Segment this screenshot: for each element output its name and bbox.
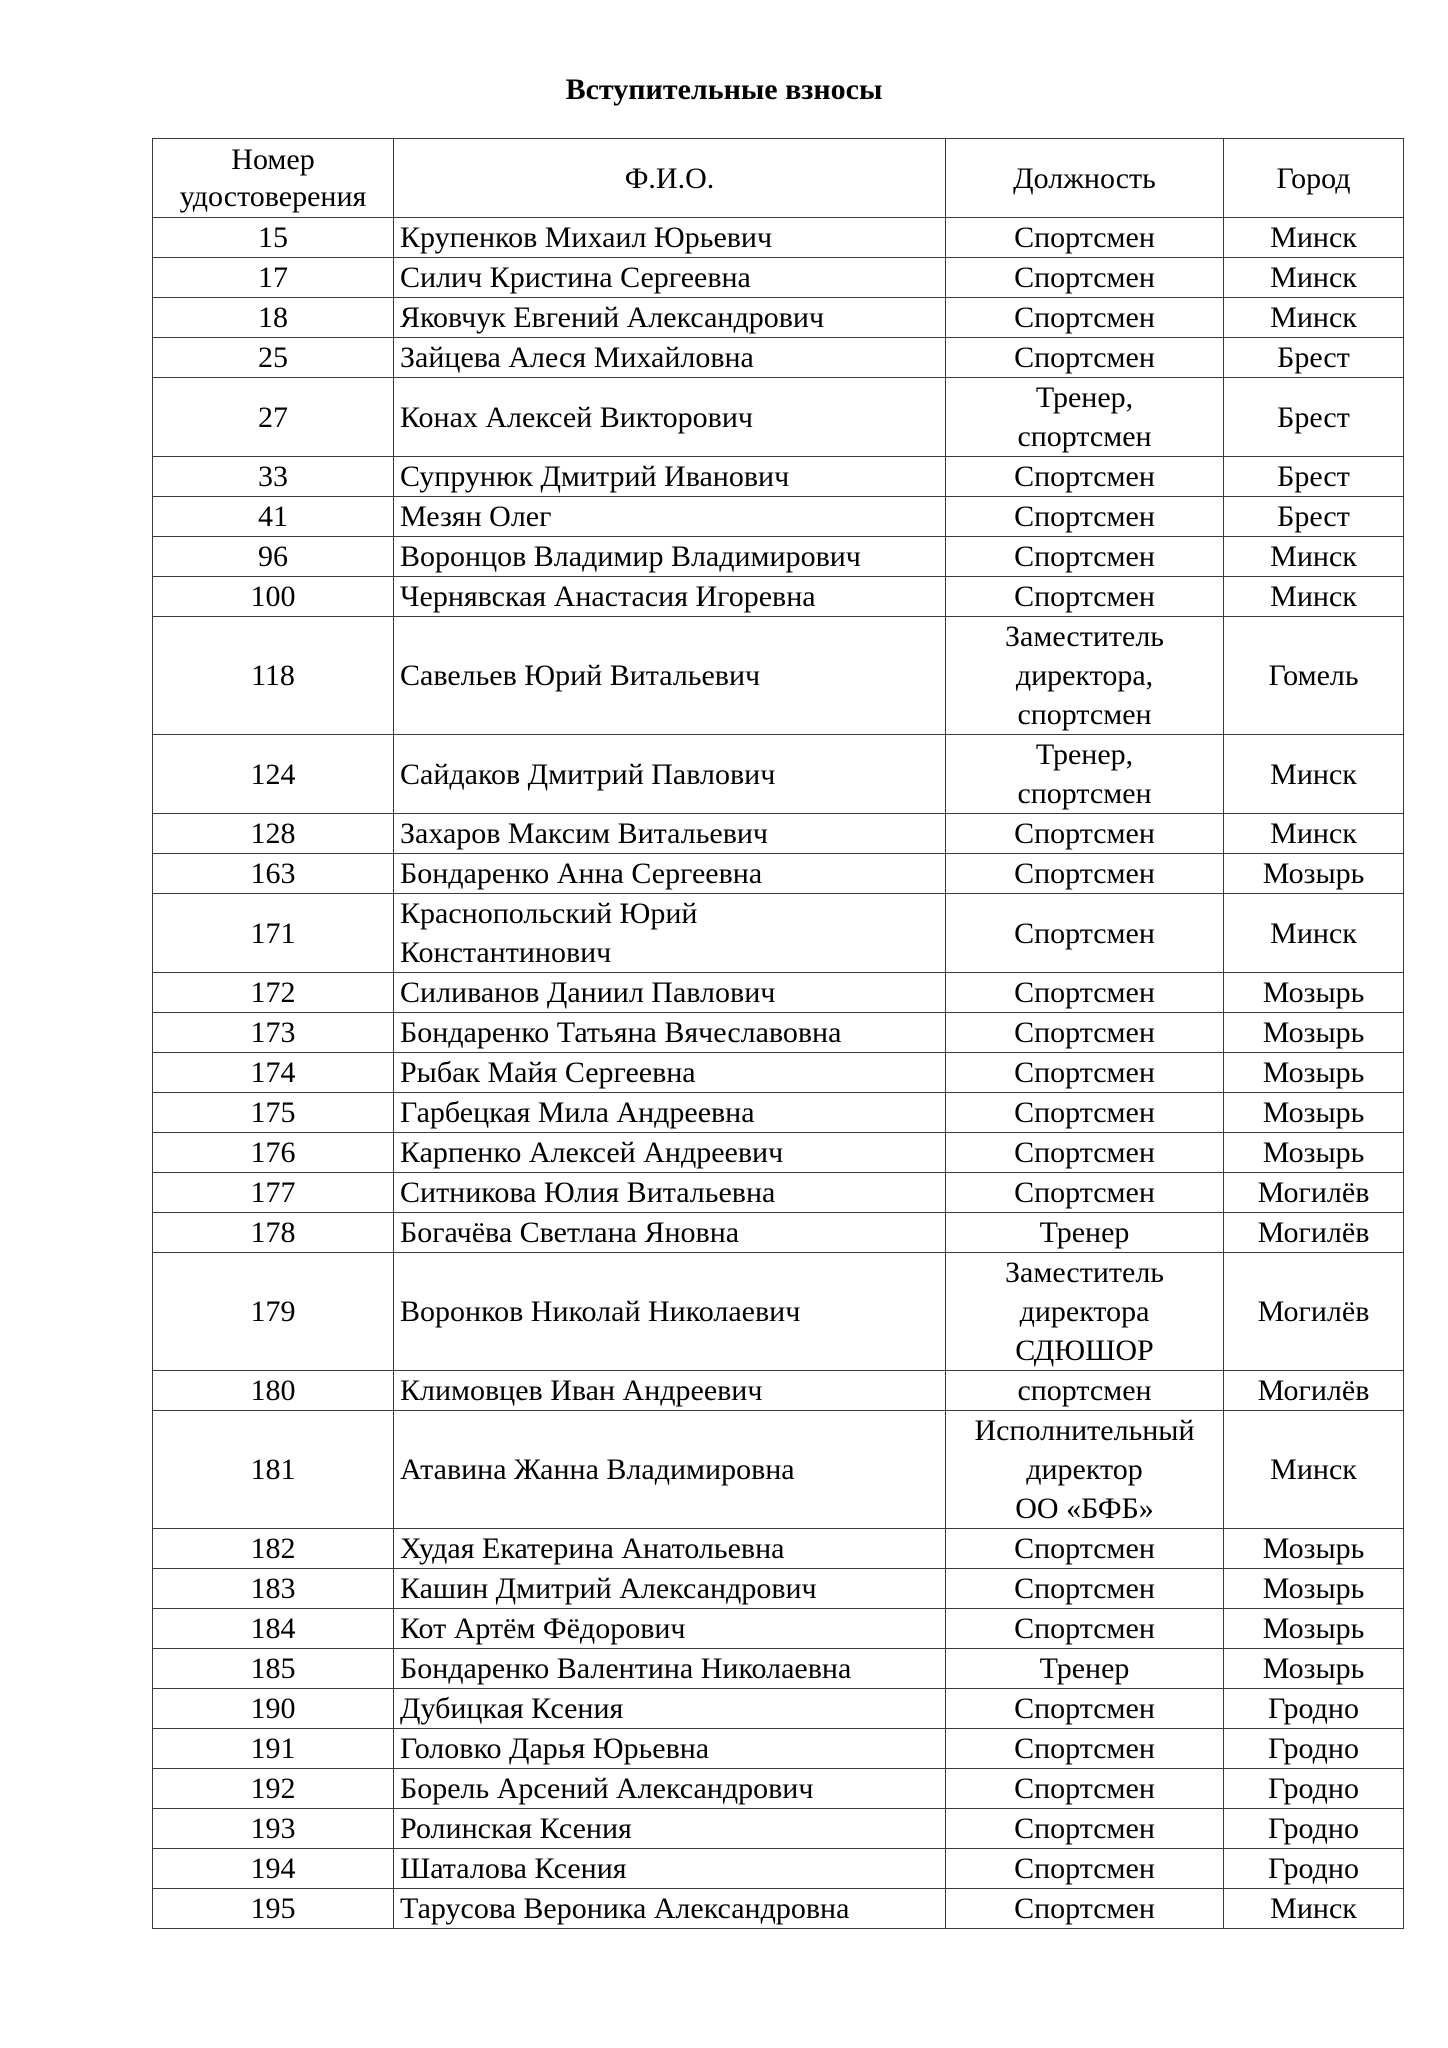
table-row	[153, 1609, 1404, 1649]
cell-city: Гродно	[1224, 1769, 1404, 1809]
cell-city: Мозырь	[1224, 973, 1404, 1013]
cell-name-line: Ролинская Ксения	[400, 1812, 632, 1845]
cell-city: Гродно	[1224, 1849, 1404, 1889]
cell-number: 118	[153, 617, 394, 735]
cell-position	[946, 1213, 1224, 1253]
cell-position	[946, 1729, 1224, 1769]
cell-position-line: Спортсмен	[1014, 1056, 1155, 1089]
cell-name	[394, 218, 946, 258]
cell-number: 33	[153, 457, 394, 497]
fees-table	[152, 138, 1404, 1929]
cell-number: 41	[153, 497, 394, 537]
cell-name	[394, 1173, 946, 1213]
cell-name	[394, 298, 946, 338]
cell-position-line: Спортсмен	[1014, 301, 1155, 334]
cell-position-line: ОО «БФБ»	[1015, 1492, 1154, 1525]
cell-city: Брест	[1224, 457, 1404, 497]
table-row	[153, 1809, 1404, 1849]
cell-position-line: директор	[1026, 1453, 1143, 1486]
cell-name-line: Силич Кристина Сергеевна	[400, 261, 751, 294]
table-row	[153, 1213, 1404, 1253]
cell-position-line: Спортсмен	[1014, 1732, 1155, 1765]
cell-number: 177	[153, 1173, 394, 1213]
table-row	[153, 1133, 1404, 1173]
cell-name	[394, 1133, 946, 1173]
cell-city: Минск	[1224, 218, 1404, 258]
cell-number: 174	[153, 1053, 394, 1093]
cell-number: 194	[153, 1849, 394, 1889]
cell-position	[946, 378, 1224, 457]
cell-position	[946, 735, 1224, 814]
cell-city: Могилёв	[1224, 1213, 1404, 1253]
cell-city: Минск	[1224, 735, 1404, 814]
cell-number: 191	[153, 1729, 394, 1769]
cell-number: 178	[153, 1213, 394, 1253]
cell-name-line: Тарусова Вероника Александровна	[400, 1892, 850, 1925]
cell-position-line: Тренер	[1039, 1652, 1130, 1685]
cell-position	[946, 577, 1224, 617]
cell-position	[946, 1093, 1224, 1133]
table-row	[153, 1729, 1404, 1769]
cell-position-line: Спортсмен	[1014, 1016, 1155, 1049]
cell-name-line: Худая Екатерина Анатольевна	[400, 1532, 785, 1565]
cell-name	[394, 1769, 946, 1809]
cell-position-line: Тренер,	[1035, 738, 1134, 771]
cell-city: Могилёв	[1224, 1371, 1404, 1411]
cell-position-line: Спортсмен	[1014, 857, 1155, 890]
cell-number: 180	[153, 1371, 394, 1411]
cell-name	[394, 577, 946, 617]
cell-city: Минск	[1224, 258, 1404, 298]
header-number	[153, 139, 394, 218]
cell-name	[394, 1093, 946, 1133]
cell-name	[394, 1689, 946, 1729]
cell-name	[394, 1529, 946, 1569]
cell-name	[394, 457, 946, 497]
cell-name	[394, 537, 946, 577]
cell-position	[946, 1173, 1224, 1213]
cell-name	[394, 1213, 946, 1253]
cell-name-line: Атавина Жанна Владимировна	[400, 1453, 795, 1486]
cell-number: 192	[153, 1769, 394, 1809]
cell-city: Мозырь	[1224, 854, 1404, 894]
header-name: Ф.И.О.	[394, 139, 946, 218]
table-row	[153, 1529, 1404, 1569]
table-row	[153, 1013, 1404, 1053]
table-row	[153, 1093, 1404, 1133]
cell-position-line: Спортсмен	[1014, 1852, 1155, 1885]
cell-position-line: директора,	[1015, 659, 1154, 692]
cell-position	[946, 854, 1224, 894]
cell-name-line: Мезян Олег	[400, 500, 552, 533]
cell-number: 124	[153, 735, 394, 814]
cell-name-line: Савельев Юрий Витальевич	[400, 659, 761, 692]
table-row	[153, 1649, 1404, 1689]
table-row	[153, 854, 1404, 894]
cell-city: Гродно	[1224, 1689, 1404, 1729]
cell-position-line: Тренер	[1039, 1216, 1130, 1249]
cell-name-line: Кот Артём Фёдорович	[400, 1612, 686, 1645]
cell-name-line: Шаталова Ксения	[400, 1852, 627, 1885]
cell-city: Гомель	[1224, 617, 1404, 735]
cell-name	[394, 1053, 946, 1093]
cell-position-line: Спортсмен	[1014, 1176, 1155, 1209]
cell-name-line: Чернявская Анастасия Игоревна	[400, 580, 816, 613]
cell-number: 185	[153, 1649, 394, 1689]
cell-name-line: Богачёва Светлана Яновна	[400, 1216, 740, 1249]
cell-number: 128	[153, 814, 394, 854]
cell-name-line: Рыбак Майя Сергеевна	[400, 1056, 696, 1089]
table-row	[153, 577, 1404, 617]
cell-position	[946, 1013, 1224, 1053]
table-row	[153, 537, 1404, 577]
header-number-line1: Номер	[231, 143, 315, 176]
cell-city: Могилёв	[1224, 1253, 1404, 1371]
cell-position	[946, 338, 1224, 378]
cell-city: Минск	[1224, 577, 1404, 617]
cell-city: Мозырь	[1224, 1053, 1404, 1093]
page-title: Вступительные взносы	[565, 73, 883, 106]
cell-position-line: Спортсмен	[1014, 1812, 1155, 1845]
cell-position-line: Спортсмен	[1014, 540, 1155, 573]
table-row	[153, 1253, 1404, 1371]
cell-position	[946, 1809, 1224, 1849]
cell-city: Могилёв	[1224, 1173, 1404, 1213]
cell-position	[946, 1769, 1224, 1809]
table-row	[153, 894, 1404, 973]
cell-position-line: спортсмен	[1017, 420, 1152, 453]
cell-position-line: Спортсмен	[1014, 1136, 1155, 1169]
cell-name-line: Гарбецкая Мила Андреевна	[400, 1096, 755, 1129]
cell-number: 176	[153, 1133, 394, 1173]
cell-city: Минск	[1224, 298, 1404, 338]
cell-number: 27	[153, 378, 394, 457]
cell-name-line: Конах Алексей Викторович	[400, 400, 753, 434]
cell-position-line: спортсмен	[1017, 1374, 1152, 1407]
table-row	[153, 973, 1404, 1013]
header-number-line2: удостоверения	[179, 180, 367, 213]
cell-position	[946, 1569, 1224, 1609]
cell-number: 193	[153, 1809, 394, 1849]
table-row	[153, 1173, 1404, 1213]
table-row	[153, 1889, 1404, 1929]
table-row	[153, 218, 1404, 258]
cell-name-line: Карпенко Алексей Андреевич	[400, 1136, 784, 1169]
cell-name	[394, 378, 946, 457]
cell-position-line: спортсмен	[1017, 698, 1152, 731]
cell-name-line: Воронков Николай Николаевич	[400, 1295, 801, 1328]
cell-name	[394, 814, 946, 854]
cell-name-line: Бондаренко Анна Сергеевна	[400, 857, 763, 890]
cell-name-line: Бондаренко Татьяна Вячеславовна	[400, 1016, 842, 1049]
cell-position	[946, 1529, 1224, 1569]
cell-position	[946, 298, 1224, 338]
cell-position-line: Спортсмен	[1014, 817, 1155, 850]
cell-position-line: Спортсмен	[1014, 1572, 1155, 1605]
cell-city: Минск	[1224, 814, 1404, 854]
cell-position	[946, 537, 1224, 577]
cell-name-line: Ситникова Юлия Витальевна	[400, 1176, 776, 1209]
cell-position	[946, 894, 1224, 973]
cell-name	[394, 1411, 946, 1529]
cell-number: 172	[153, 973, 394, 1013]
cell-position	[946, 497, 1224, 537]
cell-name-line: Борель Арсений Александрович	[400, 1772, 814, 1805]
table-row	[153, 1371, 1404, 1411]
cell-number: 195	[153, 1889, 394, 1929]
cell-city: Гродно	[1224, 1809, 1404, 1849]
cell-name-line: Супрунюк Дмитрий Иванович	[400, 460, 790, 493]
cell-city: Мозырь	[1224, 1013, 1404, 1053]
cell-position	[946, 1133, 1224, 1173]
table-row	[153, 258, 1404, 298]
cell-name	[394, 338, 946, 378]
cell-name	[394, 1569, 946, 1609]
cell-position	[946, 1253, 1224, 1371]
cell-city: Минск	[1224, 537, 1404, 577]
cell-city: Минск	[1224, 1411, 1404, 1529]
cell-number: 18	[153, 298, 394, 338]
cell-name	[394, 1889, 946, 1929]
cell-number: 25	[153, 338, 394, 378]
cell-position	[946, 1849, 1224, 1889]
cell-name-line: Захаров Максим Витальевич	[400, 817, 768, 850]
table-row	[153, 1053, 1404, 1093]
table-row	[153, 735, 1404, 814]
table-row	[153, 1849, 1404, 1889]
table-row	[153, 1769, 1404, 1809]
cell-city: Мозырь	[1224, 1569, 1404, 1609]
cell-position	[946, 1053, 1224, 1093]
cell-position	[946, 1889, 1224, 1929]
cell-city: Минск	[1224, 894, 1404, 973]
cell-number: 181	[153, 1411, 394, 1529]
cell-position-line: Спортсмен	[1014, 1892, 1155, 1925]
header-position: Должность	[946, 139, 1224, 218]
cell-position	[946, 973, 1224, 1013]
cell-number: 182	[153, 1529, 394, 1569]
cell-number: 173	[153, 1013, 394, 1053]
cell-city: Мозырь	[1224, 1529, 1404, 1569]
cell-position-line: Спортсмен	[1014, 1612, 1155, 1645]
cell-name	[394, 735, 946, 814]
cell-name-line: Зайцева Алеся Михайловна	[400, 341, 754, 374]
cell-city: Мозырь	[1224, 1649, 1404, 1689]
cell-name	[394, 1013, 946, 1053]
cell-name	[394, 894, 946, 973]
cell-number: 184	[153, 1609, 394, 1649]
cell-position-line: Спортсмен	[1014, 916, 1155, 950]
cell-position-line: СДЮШОР	[1015, 1334, 1154, 1367]
table-row	[153, 457, 1404, 497]
cell-number: 96	[153, 537, 394, 577]
cell-name	[394, 1649, 946, 1689]
cell-number: 179	[153, 1253, 394, 1371]
cell-position	[946, 1609, 1224, 1649]
cell-name-line: Климовцев Иван Андреевич	[400, 1374, 763, 1407]
cell-position-line: спортсмен	[1017, 777, 1152, 810]
cell-number: 163	[153, 854, 394, 894]
cell-number: 17	[153, 258, 394, 298]
table-row	[153, 338, 1404, 378]
cell-city: Брест	[1224, 378, 1404, 457]
cell-name	[394, 1729, 946, 1769]
cell-number: 183	[153, 1569, 394, 1609]
cell-name	[394, 258, 946, 298]
cell-position-line: Заместитель	[1005, 620, 1164, 653]
cell-city: Мозырь	[1224, 1609, 1404, 1649]
cell-position-line: Спортсмен	[1014, 261, 1155, 294]
cell-city: Брест	[1224, 338, 1404, 378]
cell-name	[394, 1371, 946, 1411]
cell-number: 171	[153, 894, 394, 973]
cell-name	[394, 617, 946, 735]
cell-name-line: Крупенков Михаил Юрьевич	[400, 221, 773, 254]
cell-city: Мозырь	[1224, 1093, 1404, 1133]
table-row	[153, 814, 1404, 854]
cell-name	[394, 1609, 946, 1649]
cell-name	[394, 497, 946, 537]
cell-position-line: Спортсмен	[1014, 341, 1155, 374]
cell-name	[394, 1849, 946, 1889]
cell-name-line: Бондаренко Валентина Николаевна	[400, 1652, 852, 1685]
header-city: Город	[1224, 139, 1404, 218]
cell-city: Гродно	[1224, 1729, 1404, 1769]
cell-position	[946, 617, 1224, 735]
cell-name-line: Кашин Дмитрий Александрович	[400, 1572, 817, 1605]
cell-position-line: директора	[1019, 1295, 1150, 1328]
cell-position-line: Спортсмен	[1014, 1096, 1155, 1129]
cell-number: 100	[153, 577, 394, 617]
table-header-row	[153, 139, 1404, 218]
cell-name-line: Головко Дарья Юрьевна	[400, 1732, 710, 1765]
cell-name	[394, 973, 946, 1013]
cell-position	[946, 1371, 1224, 1411]
fees-table-body	[153, 139, 1404, 1929]
cell-position-line: Спортсмен	[1014, 460, 1155, 493]
cell-position	[946, 218, 1224, 258]
cell-number: 190	[153, 1689, 394, 1729]
cell-position-line: Спортсмен	[1014, 1532, 1155, 1565]
cell-position-line: Тренер,	[1035, 381, 1134, 414]
cell-position	[946, 457, 1224, 497]
table-row	[153, 378, 1404, 457]
cell-position-line: Спортсмен	[1014, 580, 1155, 613]
cell-position-line: Исполнительный	[974, 1414, 1195, 1447]
cell-position-line: Заместитель	[1005, 1256, 1164, 1289]
cell-city: Мозырь	[1224, 1133, 1404, 1173]
cell-number: 15	[153, 218, 394, 258]
cell-city: Брест	[1224, 497, 1404, 537]
cell-position	[946, 1689, 1224, 1729]
cell-name-line: Краснопольский Юрий	[400, 897, 698, 930]
cell-name-line: Яковчук Евгений Александрович	[400, 301, 825, 334]
cell-position	[946, 1649, 1224, 1689]
cell-name	[394, 1809, 946, 1849]
table-row	[153, 1569, 1404, 1609]
cell-position-line: Спортсмен	[1014, 500, 1155, 533]
cell-name	[394, 854, 946, 894]
table-row	[153, 617, 1404, 735]
table-row	[153, 1689, 1404, 1729]
cell-city: Минск	[1224, 1889, 1404, 1929]
cell-position-line: Спортсмен	[1014, 221, 1155, 254]
cell-position	[946, 1411, 1224, 1529]
cell-name-line: Дубицкая Ксения	[400, 1692, 624, 1725]
cell-position-line: Спортсмен	[1014, 1772, 1155, 1805]
cell-position-line: Спортсмен	[1014, 976, 1155, 1009]
table-row	[153, 298, 1404, 338]
cell-name-line: Сайдаков Дмитрий Павлович	[400, 757, 776, 791]
cell-name	[394, 1253, 946, 1371]
cell-name-line: Силиванов Даниил Павлович	[400, 976, 776, 1009]
table-row	[153, 1411, 1404, 1529]
cell-name-line: Воронцов Владимир Владимирович	[400, 540, 861, 573]
cell-position	[946, 814, 1224, 854]
cell-name-line: Константинович	[400, 936, 612, 969]
table-row	[153, 497, 1404, 537]
cell-position-line: Спортсмен	[1014, 1692, 1155, 1725]
cell-position	[946, 258, 1224, 298]
cell-number: 175	[153, 1093, 394, 1133]
